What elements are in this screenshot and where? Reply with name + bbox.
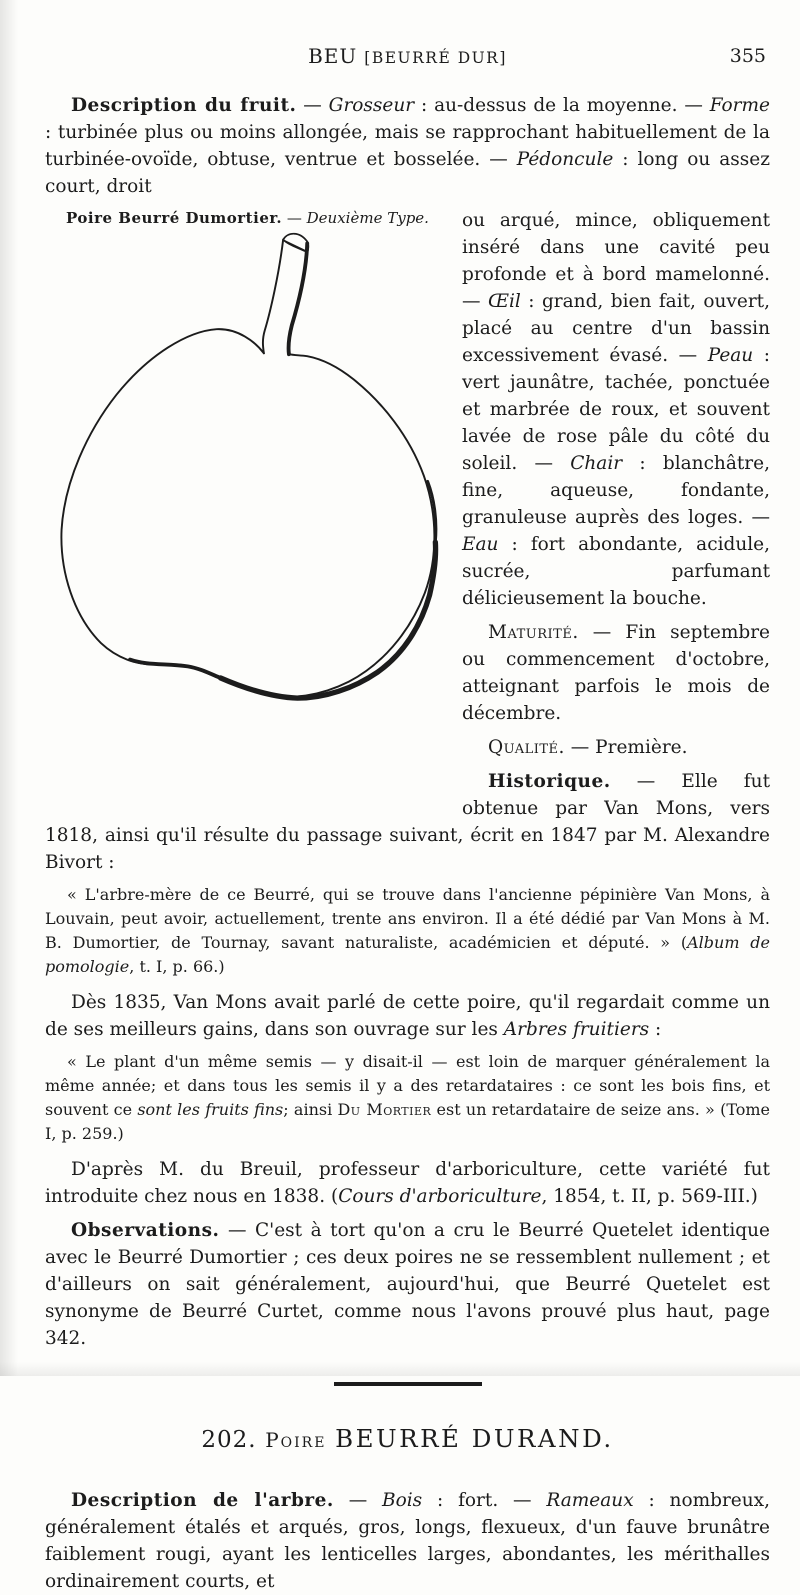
pear-stalk-right-edge <box>289 243 308 354</box>
section-heading <box>45 1424 770 1453</box>
paragraph-observations: Observations. — C'est à tort qu'on a cru le Beurré Quetelet identique avec le Beurré Dumortier ; ces deux poires ne se ressemblent nullement ; et d'ailleurs on sait généralement, aujourd'hui, que Beurré Quetelet est synonyme de Beurré Curtet, comme nous l'avons prouvé plus haut, page 342. <box>45 1220 770 1349</box>
paragraph-fruit-description: Description du fruit. — Grosseur : au-dessus de la moyenne. — Forme : turbinée plus ou moins allongée, mais se rapprochant habituellement de la turbinée-ovoïde, obtuse, ventrue et bosselée. — Pédoncule : long ou assez court, droit <box>45 95 770 197</box>
chapter-subtitle: [BEURRÉ DUR] <box>364 49 507 67</box>
section-name: BEURRÉ DURAND. <box>335 1423 614 1453</box>
section-divider <box>334 1382 482 1386</box>
pear-illustration <box>45 229 450 807</box>
paragraph-des-1835: Dès 1835, Van Mons avait parlé de cette poire, qu'il regardait comme un de ses meilleurs gains, dans son ouvrage sur les Arbres fruitiers : <box>45 992 770 1040</box>
quote-van-mons: « Le plant d'un même semis — y disait-il — est loin de marquer généralement la même année; et dans tous les semis il y a des retardataires : ce sont les bois fins, et souvent ce sont les fruits fins; ainsi Du Mortier est un retardataire de seize ans. » (Tome I, p. 259.) <box>45 1052 771 1143</box>
pear-body-outline <box>61 329 434 697</box>
pear-stalk-cut-line <box>284 241 306 252</box>
figure-text-wrap-zone <box>45 207 770 989</box>
paragraph-arbre-description: Description de l'arbre. — Bois : fort. — Rameaux : nombreux, généralement étalés et arqués, gros, longs, flexueux, d'un fauve brunâtre faiblement rougi, ayant les lenticelles larges, abondantes, les mérithalles ordinairement courts, et <box>45 1489 770 1592</box>
pear-stalk-left-edge <box>263 240 283 354</box>
paragraph-historique: Historique. — Elle fut obtenue par Van Mons, vers 1818, ainsi qu'il résulte du passage suivant, écrit en 1847 par M. Alexandre Bivort : <box>45 771 770 873</box>
paragraph-qualite: Qualité. — Première. <box>488 737 688 758</box>
running-head <box>45 44 770 70</box>
section-number: 202. <box>201 1426 257 1453</box>
pear-figure <box>45 209 450 807</box>
page-number: 355 <box>729 45 766 67</box>
figure-caption: Poire Beurré Dumortier. — Deuxième Type. <box>66 209 429 227</box>
paragraph-maturite: Maturité. — Fin septembre ou commencement d'octobre, atteignant parfois le mois de décembre. <box>462 622 770 724</box>
pear-shadow-bottom-left <box>130 660 221 678</box>
section-kind: Poire <box>265 1427 327 1452</box>
chapter-code: BEU <box>308 44 358 68</box>
paragraph-fruit-description-continued: ou arqué, mince, obliquement inséré dans une cavité peu profonde et à bord mamelonné. — Œil : grand, bien fait, ouvert, placé au centre d'un bassin excessivement évasé. — Peau : vert jaunâtre, tachée, ponctuée et marbrée de roux, et souvent lavée de rose pâle du côté du soleil. — Chair : blanchâtre, fine, aqueuse, fondante, granuleuse auprès des loges. — Eau : fort abondante, acidule, sucrée, parfumant délicieusement la bouche. <box>462 210 770 609</box>
quote-bivort: « L'arbre-mère de ce Beurré, qui se trouve dans l'ancienne pépinière Van Mons, à Louvain, peut avoir, actuellement, trente ans environ. Il a été dédié par Van Mons à M. B. Dumortier, de Tournay, savant naturaliste, académicien et député. » (Album de pomologie, t. I, p. 66.) <box>45 885 771 976</box>
page-title <box>308 46 507 68</box>
pear-stalk-cut-top <box>283 234 308 252</box>
paragraph-du-breuil: D'après M. du Breuil, professeur d'arboriculture, cette variété fut introduite chez nous en 1838. (Cours d'arboriculture, 1854, t. II, p. 569-III.) <box>45 1159 770 1207</box>
pear-shadow-bottom-right <box>221 542 436 698</box>
